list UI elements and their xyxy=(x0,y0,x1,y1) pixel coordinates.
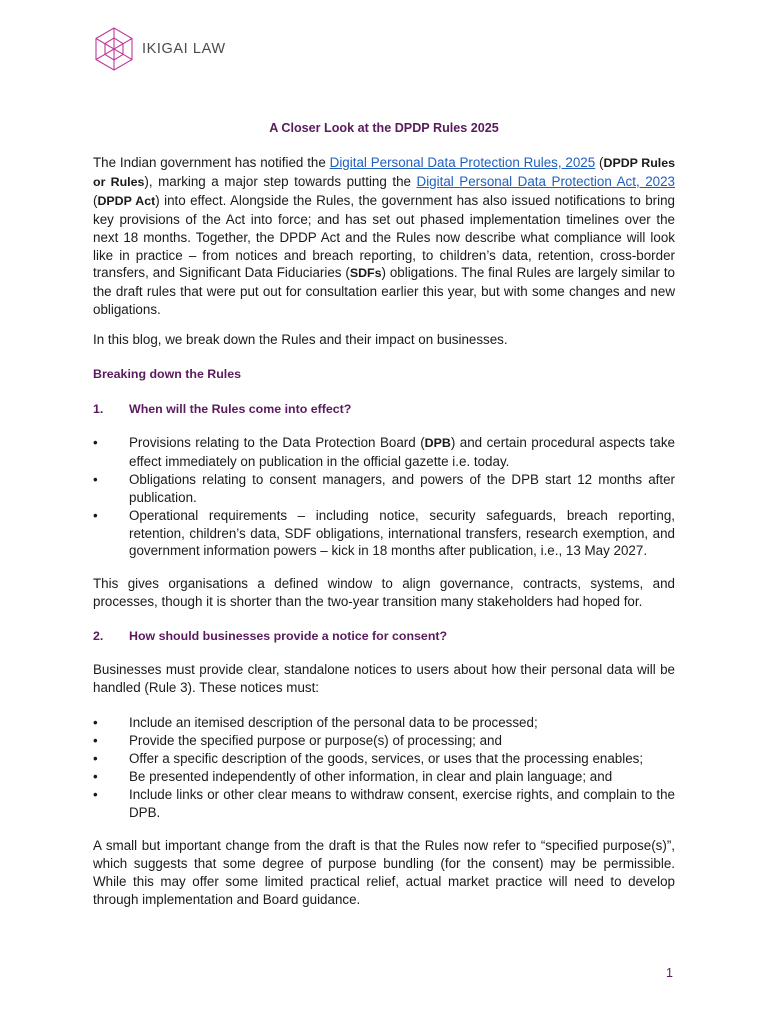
blog-intro: In this blog, we break down the Rules and their impact on businesses. xyxy=(93,332,508,347)
section2-paragraph2: A small but important change from the draft is that the Rules now refer to “specified purpose(s)”, which suggests that some degree of purpose bundling (for the consent) may be permissible. While this may offer some limited practical relief, actual market practice will need to develop through implementation and Board guidance. xyxy=(93,838,675,907)
section1-paragraph: This gives organisations a defined window to align governance, contracts, systems, and processes, though it is shorter than the two-year transition many stakeholders had hoped for. xyxy=(93,576,675,609)
section2-bullets xyxy=(93,714,675,821)
dpdp-rules-link[interactable]: Digital Personal Data Protection Rules, 2025 xyxy=(329,155,596,170)
section2-heading: 2. How should businesses provide a notice for consent? xyxy=(93,629,448,643)
list-item: • Provisions relating to the Data Protection Board (DPB) and certain procedural aspects take effect immediately on publication in the official gazette i.e. today. xyxy=(93,435,675,469)
page-title: A Closer Look at the DPDP Rules 2025 xyxy=(269,121,499,135)
list-item: • Include an itemised description of the personal data to be processed; xyxy=(93,715,538,730)
list-item: • Offer a specific description of the goods, services, or uses that the processing enables; xyxy=(93,750,644,766)
list-item: • Obligations relating to consent managers, and powers of the DPB start 12 months after publication. xyxy=(93,471,675,505)
intro-paragraph: The Indian government has notified the Digital Personal Data Protection Rules, 2025 (DPDP Rules or Rules), marking a major step towards putting the Digital Personal Data Protection Act, 2023 (DPDP Act) into effect. Alongside the Rules, the government has also issued notifications to bring key provisions of the Act into force; and has set out phased implementation timelines over the next 18 months. Together, the DPDP Act and the Rules now describe what compliance will look like in practice – from notices and breach reporting, to children’s data, retention, cross-border transfers, and Significant Data Fiduciaries (SDFs) obligations. The final Rules are largely similar to the draft rules that were put out for consultation earlier this year, but with some changes and new obligations. xyxy=(93,155,676,318)
dpdp-act-link[interactable]: Digital Personal Data Protection Act, 2023 xyxy=(416,173,676,189)
ikigai-logo-icon xyxy=(92,26,136,72)
list-item: • Be presented independently of other information, in clear and plain language; and xyxy=(93,768,613,784)
section1-heading: 1. When will the Rules come into effect? xyxy=(93,402,352,416)
breaking-heading: Breaking down the Rules xyxy=(93,367,242,381)
logo-text: IKIGAI LAW xyxy=(142,41,226,57)
section1-bullets xyxy=(93,434,675,560)
section2-paragraph1: Businesses must provide clear, standalone notices to users about how their personal data will be handled (Rule 3). These notices must: xyxy=(93,662,675,695)
list-item: • Operational requirements – including notice, security safeguards, breach reporting, retention, children’s data, SDF obligations, international transfers, research exemption, and government information powers – kick in 18 months after publication, i.e., 13 May 2027. xyxy=(93,507,675,559)
list-item: • Include links or other clear means to withdraw consent, exercise rights, and complain to the DPB. xyxy=(93,786,675,820)
page-number: 1 xyxy=(666,966,673,980)
logo xyxy=(92,26,226,72)
list-item: • Provide the specified purpose or purpose(s) of processing; and xyxy=(93,732,502,748)
